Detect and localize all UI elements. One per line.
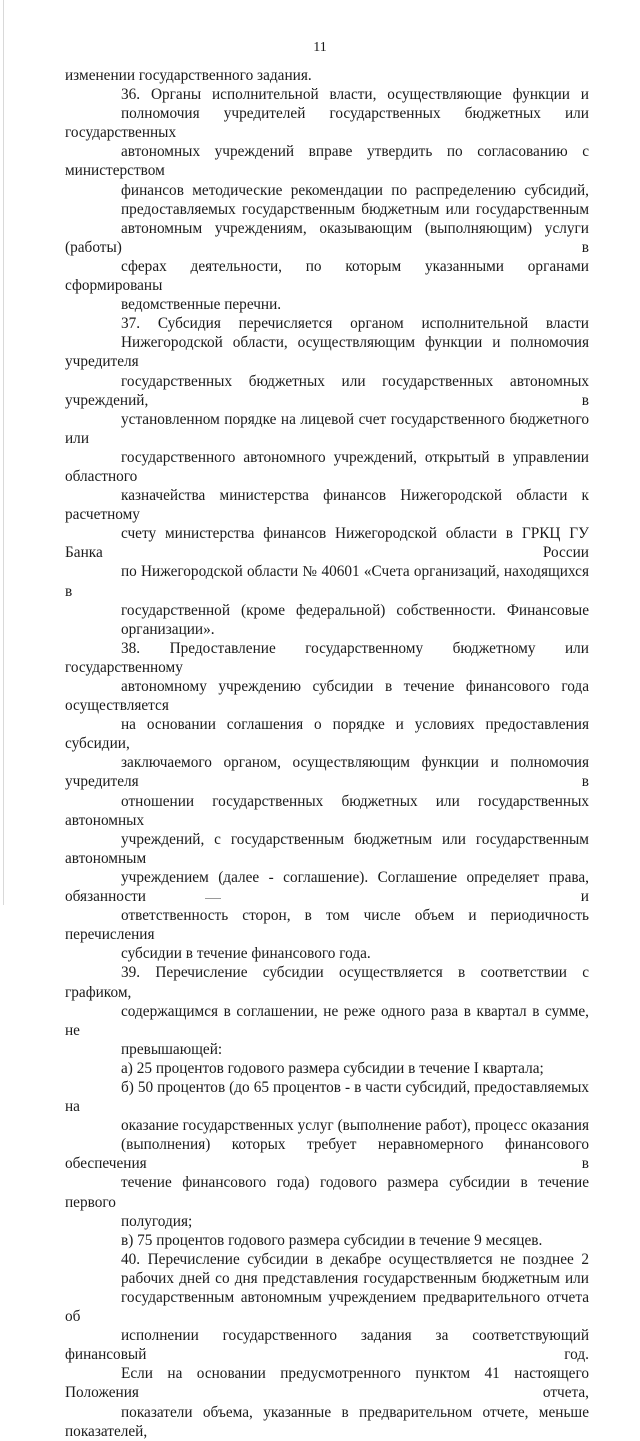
text-line: в) 75 процентов годового размера субсидии в течение 9 месяцев.	[121, 1231, 543, 1249]
text-line: исполнении государственного задания за соответствующий финансовый год.	[65, 1327, 589, 1364]
text-line: Нижегородской области, осуществляющим функции и полномочия учредителя	[65, 334, 589, 371]
text-line: организации».	[121, 620, 215, 638]
text-line: изменении государственного задания.	[65, 67, 312, 84]
text-line: государственным автономным учреждением предварительного отчета об	[65, 1289, 589, 1326]
text-line: заключаемого органом, осуществляющим функции и полномочия учредителя в	[65, 754, 589, 791]
text-line: 37. Субсидия перечисляется органом исполнительной власти	[121, 315, 589, 333]
paragraph-37	[65, 314, 589, 639]
text-line: установленном порядке на лицевой счет государственного бюджетного или	[65, 410, 589, 447]
paragraph-39-c	[65, 1231, 589, 1250]
text-line: б) 50 процентов (до 65 процентов - в части субсидий, предоставляемых на	[65, 1078, 589, 1116]
text-line: рабочих дней со дня представления государственным бюджетным или	[121, 1269, 589, 1287]
scan-artifact-mark	[205, 898, 221, 902]
paragraph-39-b	[65, 1078, 589, 1231]
text-line: государственного автономного учреждений, открытый в управлении областного	[65, 448, 589, 485]
text-line: превышающей:	[121, 1040, 223, 1058]
text-line: (выполнения) которых требует неравномерного финансового обеспечения в	[65, 1136, 589, 1173]
text-line: учреждений, с государственным бюджетным или государственным автономным	[65, 830, 589, 867]
paragraph-36	[65, 85, 589, 314]
text-line: течение финансового года) годового размера субсидии в течение первого	[65, 1174, 589, 1211]
text-line: финансов методические рекомендации по распределению субсидий,	[121, 181, 589, 199]
text-line: показатели объема, указанные в предварительном отчете, меньше показателей,	[65, 1403, 589, 1440]
text-line: автономному учреждению субсидии в течение финансового года осуществляется	[65, 678, 589, 715]
document-body	[65, 66, 589, 1441]
text-line: полугодия;	[121, 1212, 193, 1230]
text-line: 39. Перечисление субсидии осуществляется в соответствии с графиком,	[65, 964, 589, 1001]
text-line: ведомственные перечни.	[121, 296, 282, 314]
text-line: казначейства министерства финансов Нижегородской области к расчетному	[65, 487, 589, 524]
paragraph-38	[65, 639, 589, 964]
text-line: 38. Предоставление государственному бюджетному или государственному	[65, 639, 589, 676]
text-line: содержащимся в соглашении, не реже одного раза в квартал в сумме, не	[65, 1002, 589, 1039]
paragraph-39-a	[65, 1059, 589, 1078]
text-line: на основании соглашения о порядке и условиях предоставления субсидии,	[65, 716, 589, 753]
text-line: а) 25 процентов годового размера субсидии в течение I квартала;	[121, 1059, 544, 1077]
paragraph-continuation	[65, 66, 589, 85]
text-line: сферах деятельности, по которым указанными органами сформированы	[65, 257, 589, 295]
text-line: государственных бюджетных или государственных автономных учреждений, в	[65, 372, 589, 409]
text-line: субсидии в течение финансового года.	[121, 945, 371, 963]
text-line: 40. Перечисление субсидии в декабре осуществляется не позднее 2	[121, 1250, 589, 1268]
text-line: по Нижегородской области № 40601 «Счета организаций, находящихся в	[65, 563, 589, 600]
paragraph-39	[65, 963, 589, 1058]
text-line: учреждением (далее - соглашение). Соглашение определяет права, обязанности и	[65, 868, 589, 906]
paragraph-40	[65, 1250, 589, 1441]
text-line: Если на основании предусмотренного пунктом 41 настоящего Положения отчета,	[65, 1365, 589, 1402]
text-line: государственной (кроме федеральной) собственности. Финансовые	[121, 601, 589, 619]
text-line: ответственность сторон, в том числе объем и периодичность перечисления	[65, 907, 589, 944]
text-line: счету министерства финансов Нижегородской области в ГРКЦ ГУ Банка России	[65, 525, 589, 562]
text-line: автономным учреждениям, оказывающим (выполняющим) услуги (работы) в	[65, 219, 589, 256]
scan-edge-line	[3, 0, 4, 905]
text-line: полномочия учредителей государственных бюджетных или государственных	[65, 105, 589, 142]
text-line: оказание государственных услуг (выполнение работ), процесс оказания	[121, 1117, 589, 1135]
page-number: 11	[313, 40, 327, 55]
text-line: предоставляемых государственным бюджетным или государственным	[121, 200, 589, 218]
text-line: 36. Органы исполнительной власти, осуществляющие функции и	[121, 86, 589, 104]
text-line: отношении государственных бюджетных или государственных автономных	[65, 792, 589, 829]
text-line: автономных учреждений вправе утвердить по согласованию с министерством	[65, 143, 589, 180]
